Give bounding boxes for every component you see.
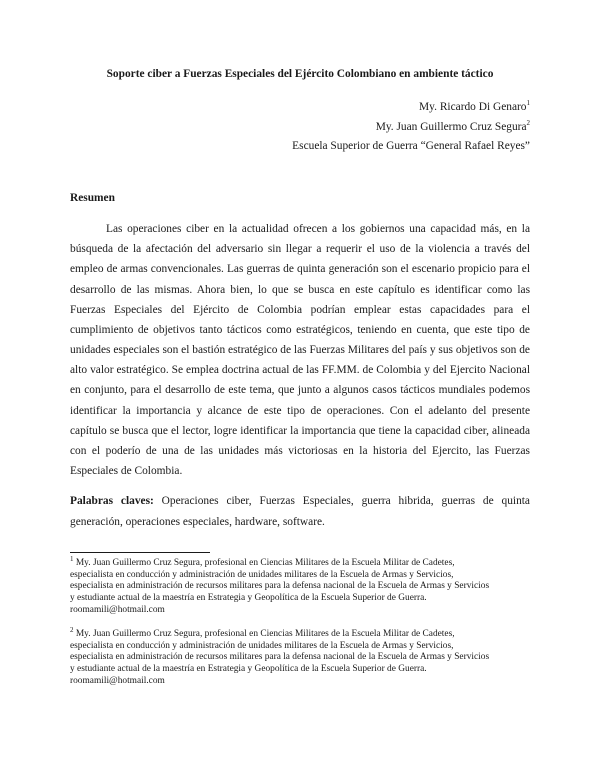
footnote-line: especialista en administración de recursos militares para la defensa nacional de la Escuela de Armas y Servicios [70,652,490,663]
footnote-line: especialista en administración de recursos militares para la defensa nacional de la Escuela de Armas y Servicios [70,581,490,592]
footnote-mark: 1 [70,554,74,563]
author-line [130,98,530,118]
author-name: My. Ricardo Di Genaro [419,101,527,113]
footnote-ref[interactable]: 2 [526,118,530,127]
footnote-mark: 2 [70,625,74,634]
abstract-text: Las operaciones ciber en la actualidad ofrecen a los gobiernos una capacidad más, en la búsqueda de la afectación del adversario sin llegar a requerir el uso de la violencia a través del empleo de armas convencionales. Las guerras de quinta generación son el escenario propicio para el desarrollo de las mismas. Ahora bien, lo que se busca en este capítulo es identificar como las Fuerzas Especiales del Ejército de Colombia podrían emplear estas capacidades para el cumplimiento de objetivos tanto tácticos como estratégicos, teniendo en cuenta, que este tipo de unidades especiales son el bastión estratégico de las Fuerzas Militares del país y sus objetivos son de alto valor estratégico. Se emplea doctrina actual de las FF.MM. de Colombia y del Ejercito Nacional en conjunto, para el desarrollo de este tema, que junto a algunos casos tácticos mundiales podemos identificar la importancia y alcance de este tipo de operaciones. Con el adelanto del presente capítulo se busca que el lector, logre identificar la importancia que tiene la capacidad ciber, alineada con el poderío de una de las unidades más victoriosas en la historia del Ejercito, las Fuerzas Especiales de Colombia. [70,223,530,478]
footnote-line: y estudiante actual de la maestría en Estrategia y Geopolítica de la Escuela Superior de Guerra. [70,664,427,675]
keywords-label: Palabras claves: [70,495,154,507]
abstract-heading: Resumen [70,192,115,204]
author-block [130,98,530,157]
footnote [70,554,535,617]
author-name: My. Juan Guillermo Cruz Segura [375,120,527,133]
footnote-line [70,554,535,570]
footnote-line [70,625,535,641]
footnote-email[interactable]: roomamili@hotmail.com [70,604,165,615]
footnote-line: especialista en conducción y administración de unidades militares de la Escuela de Armas y Servicios, [70,640,454,651]
footnote [70,625,535,688]
paper-title: Soporte ciber a Fuerzas Especiales del Ejército Colombiano en ambiente táctico [106,68,494,80]
abstract-body [70,219,530,481]
keywords [70,491,530,532]
institution: Escuela Superior de Guerra “General Rafael Reyes” [292,140,530,152]
keywords-text: Operaciones ciber, Fuerzas Especiales, guerra hibrida, guerras de quinta generación, operaciones especiales, hardware, software. [70,495,530,528]
footnote-line: y estudiante actual de la maestría en Estrategia y Geopolítica de la Escuela Superior de Guerra. [70,593,427,604]
footnote-email[interactable]: roomamili@hotmail.com [70,675,165,686]
footnote-line: especialista en conducción y administración de unidades militares de la Escuela de Armas y Servicios, [70,569,454,580]
footnote-text: My. Juan Guillermo Cruz Segura, profesional en Ciencias Militares de la Escuela Militar de Cadetes, [73,629,455,639]
footnote-ref[interactable]: 1 [526,99,530,108]
author-line [130,118,530,138]
footnote-text: My. Juan Guillermo Cruz Segura, profesional en Ciencias Militares de la Escuela Militar de Cadetes, [73,558,455,568]
footnote-divider [70,552,210,553]
